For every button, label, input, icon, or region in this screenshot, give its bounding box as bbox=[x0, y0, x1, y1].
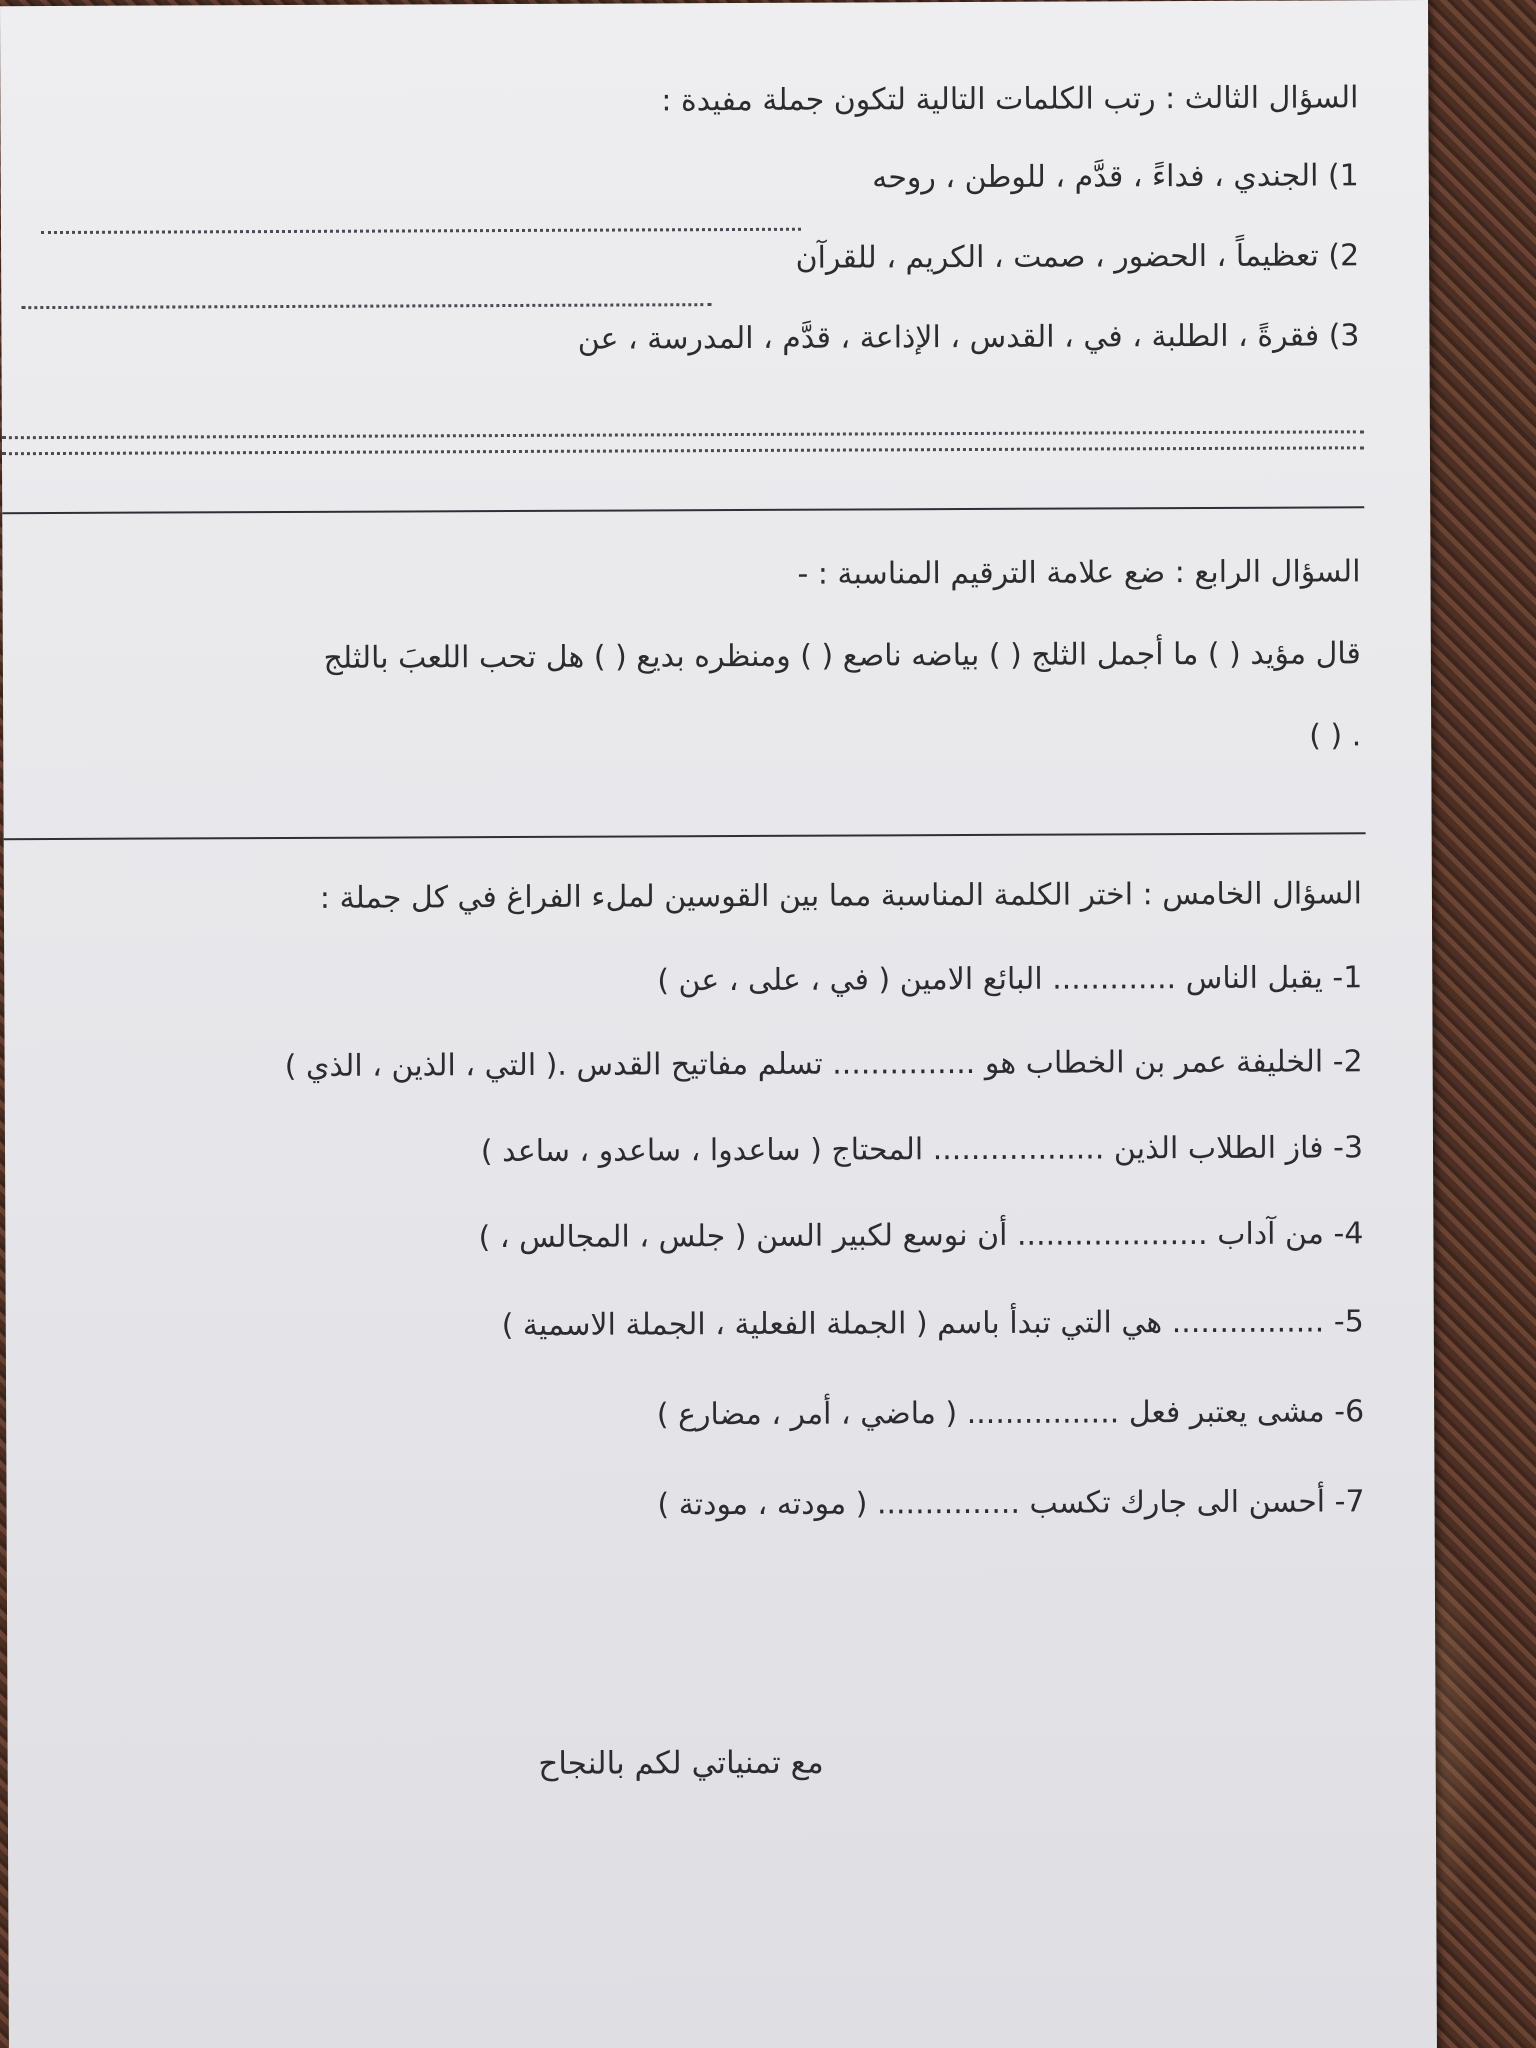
q3-answer-line-3a bbox=[2, 430, 1364, 439]
q3-item-1: 1) الجندي ، فداءً ، قدَّم ، للوطن ، روحه bbox=[872, 158, 1359, 196]
question-5-title: السؤال الخامس : اختر الكلمة المناسبة مما بين القوسين لملء الفراغ في كل جملة : bbox=[319, 876, 1362, 916]
q3-answer-line-3b bbox=[2, 446, 1364, 455]
q5-item-3: 3- فاز الطلاب الذين .................. المحتاج ( ساعدوا ، ساعدو ، ساعد ) bbox=[480, 1130, 1364, 1170]
q5-item-7: 7- أحسن الى جارك تكسب ............... ( مودته ، مودتة ) bbox=[657, 1484, 1365, 1523]
section-divider-2 bbox=[4, 832, 1366, 840]
q5-item-4: 4- من آداب .................... أن نوسع لكبير السن ( جلس ، المجالس ، ) bbox=[478, 1216, 1364, 1256]
q5-item-2: 2- الخليفة عمر بن الخطاب هو ............... تسلم مفاتيح القدس .( التي ، الذين ، الذي ) bbox=[284, 1044, 1363, 1084]
q5-item-6: 6- مشى يعتبر فعل ................ ( ماضي ، أمر ، مضارع ) bbox=[656, 1394, 1365, 1433]
section-divider-1 bbox=[2, 506, 1364, 514]
q3-answer-line-2 bbox=[21, 303, 711, 309]
q5-item-1: 1- يقبل الناس ............. البائع الامين ( في ، على ، عن ) bbox=[657, 960, 1363, 999]
q4-sentence-line-1: قال مؤيد ( ) ما أجمل الثلج ( ) بياضه ناصع ( ) ومنظره بديع ( ) هل تحب اللعبَ بالثلج bbox=[323, 636, 1361, 676]
q3-item-2: 2) تعظيماً ، الحضور ، صمت ، الكريم ، للقرآن bbox=[795, 238, 1360, 276]
q4-sentence-line-2: ( ) . bbox=[1309, 718, 1362, 754]
q5-item-5: 5- ................ هي التي تبدأ باسم ( الجملة الفعلية ، الجملة الاسمية ) bbox=[501, 1304, 1364, 1344]
closing-wishes: مع تمنياتي لكم بالنجاح bbox=[538, 1744, 824, 1782]
q3-answer-line-1 bbox=[41, 228, 801, 234]
question-4-title: السؤال الرابع : ضع علامة الترقيم المناسبة : - bbox=[797, 554, 1361, 592]
q3-item-3: 3) فقرةً ، الطلبة ، في ، القدس ، الإذاعة ، قدَّم ، المدرسة ، عن bbox=[577, 318, 1360, 357]
question-3-title: السؤال الثالث : رتب الكلمات التالية لتكون جملة مفيدة : bbox=[661, 80, 1359, 119]
